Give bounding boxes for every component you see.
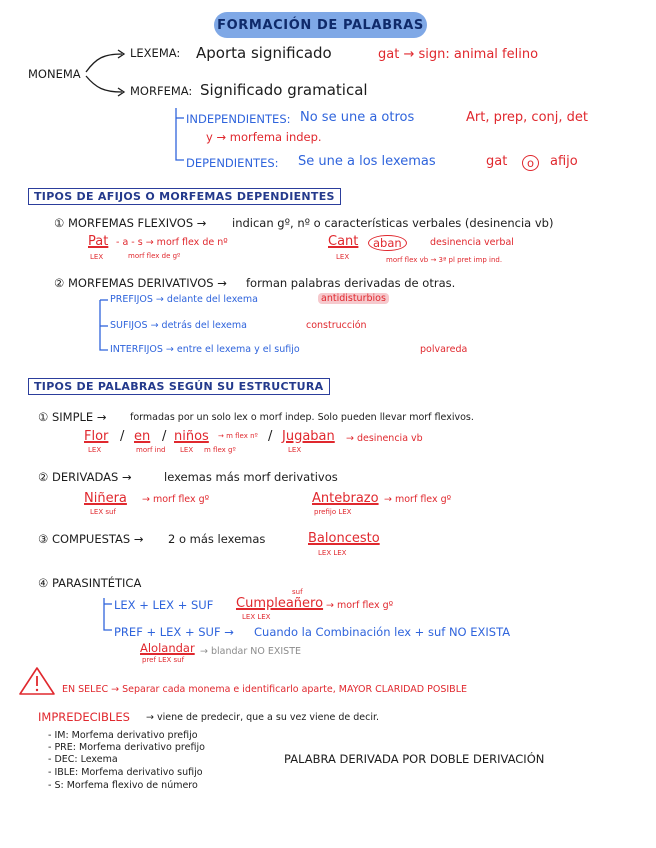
simple-ex-ninos-note: → m flex nº — [218, 432, 258, 440]
parasintetica-ex2-sub: pref LEX suf — [142, 656, 185, 664]
simple-ex-flor: Flor — [84, 429, 109, 444]
simple-ex-en: en — [134, 429, 151, 444]
dependientes-example-b: o — [522, 155, 539, 171]
impredecibles-line-3: - DEC: Lexema — [48, 754, 118, 765]
simple-ex-ninos: niños — [174, 429, 209, 444]
dependientes-example-c: afijo — [550, 154, 578, 169]
monema-label: MONEMA — [28, 67, 81, 81]
flexivos-ex2-circle: aban — [368, 235, 407, 251]
dependientes-desc: Se une a los lexemas — [298, 154, 436, 169]
page-title: FORMACIÓN DE PALABRAS — [214, 12, 427, 38]
simple-label: ① SIMPLE → — [38, 410, 107, 424]
sufijos-example: construcción — [306, 320, 367, 331]
simple-ex-ninos-lex: LEX — [180, 446, 194, 454]
slash-3: / — [268, 429, 273, 444]
prefijos-example: antidisturbios — [318, 293, 389, 304]
parasintetica-ex2: Alolandar — [140, 641, 195, 655]
independientes-label: INDEPENDIENTES: — [186, 112, 291, 126]
flexivos-ex2-lex: LEX — [336, 253, 350, 261]
parasintetica-ex1-note: → morf flex gº — [326, 600, 394, 611]
flexivos-desc: indican gº, nº o características verbales (desinencia vb) — [232, 216, 554, 230]
simple-ex-jugaban-lex: LEX — [288, 446, 302, 454]
flexivos-ex1-sub: morf flex de gº — [128, 252, 181, 260]
lexema-desc: Aporta significado — [196, 44, 332, 62]
derivadas-ex1-note: → morf flex gº — [142, 494, 210, 505]
impredecibles-desc: → viene de predecir, que a su vez viene de decir. — [146, 712, 380, 723]
parasintetica-line1: LEX + LEX + SUF — [114, 598, 214, 612]
interfijos-example: polvareda — [420, 344, 468, 355]
independientes-line2: y → morfema indep. — [206, 130, 322, 144]
lexema-example: gat → sign: animal felino — [378, 47, 539, 62]
morfema-label: MORFEMA: — [130, 84, 193, 98]
impredecibles-line-4: - IBLE: Morfema derivativo sufijo — [48, 767, 203, 778]
flexivos-ex1-rest: - a - s → morf flex de nº — [116, 237, 228, 248]
flexivos-ex2-rest: desinencia verbal — [430, 237, 514, 248]
prefijos-text: PREFIJOS → delante del lexema — [110, 294, 258, 305]
flexivos-ex2-sub: morf flex vb → 3ª pl pret imp ind. — [386, 256, 503, 264]
simple-ex-jugaban: Jugaban — [282, 429, 335, 444]
lexema-label: LEXEMA: — [130, 46, 181, 60]
impredecibles-line-1: - IM: Morfema derivativo prefijo — [48, 730, 198, 741]
derivadas-ex1-sub: LEX suf — [90, 508, 116, 516]
compuestas-ex-sub: LEX LEX — [318, 549, 347, 557]
simple-ex-flor-lex: LEX — [88, 446, 102, 454]
independientes-list: Art, prep, conj, det — [466, 110, 588, 125]
compuestas-label: ③ COMPUESTAS → — [38, 532, 144, 546]
warning-text: EN SELEC → Separar cada monema e identificarlo aparte, MAYOR CLARIDAD POSIBLE — [62, 684, 467, 695]
independientes-desc: No se une a otros — [300, 110, 415, 125]
simple-ex-en-morf: morf ind — [136, 446, 166, 454]
derivadas-ex2-sub: prefijo LEX — [314, 508, 352, 516]
dependientes-label: DEPENDIENTES: — [186, 156, 279, 170]
flexivos-ex2-word: Cant — [328, 234, 359, 249]
afijos-heading: TIPOS DE AFIJOS O MORFEMAS DEPENDIENTES — [28, 188, 341, 205]
impredecibles-note: PALABRA DERIVADA POR DOBLE DERIVACIÓN — [284, 752, 545, 766]
parasintetica-ex2-note: → blandar NO EXISTE — [200, 646, 302, 657]
derivativos-desc: forman palabras derivadas de otras. — [246, 276, 456, 290]
slash-2: / — [162, 429, 167, 444]
dependientes-example-a: gat — [486, 154, 508, 169]
derivadas-ex2: Antebrazo — [312, 491, 379, 506]
morfema-desc: Significado gramatical — [200, 81, 368, 99]
derivadas-desc: lexemas más morf derivativos — [164, 470, 338, 484]
palabras-heading: TIPOS DE PALABRAS SEGÚN SU ESTRUCTURA — [28, 378, 330, 395]
impredecibles-line-2: - PRE: Morfema derivativo prefijo — [48, 742, 205, 753]
flexivos-ex1-lex: LEX — [90, 253, 104, 261]
impredecibles-label: IMPREDECIBLES — [38, 710, 130, 724]
derivadas-label: ② DERIVADAS → — [38, 470, 132, 484]
interfijos-text: INTERFIJOS → entre el lexema y el sufijo — [110, 344, 300, 355]
compuestas-desc: 2 o más lexemas — [168, 532, 266, 546]
sufijos-text: SUFIJOS → detrás del lexema — [110, 320, 247, 331]
parasintetica-ex1-suf: suf — [292, 588, 303, 596]
derivativos-label: ② MORFEMAS DERIVATIVOS → — [54, 276, 227, 290]
compuestas-ex: Baloncesto — [308, 531, 380, 546]
simple-ex-ninos-sub: m flex gº — [204, 446, 236, 454]
simple-ex-jugaban-note: → desinencia vb — [346, 433, 423, 444]
parasintetica-ex1-sub: LEX LEX — [242, 613, 271, 621]
derivadas-ex2-note: → morf flex gº — [384, 494, 452, 505]
impredecibles-line-5: - S: Morfema flexivo de número — [48, 780, 198, 791]
parasintetica-ex1: Cumpleañero — [236, 596, 324, 611]
flexivos-label: ① MORFEMAS FLEXIVOS → — [54, 216, 207, 230]
simple-desc: formadas por un solo lex o morf indep. Solo pueden llevar morf flexivos. — [130, 412, 474, 423]
slash-1: / — [120, 429, 125, 444]
parasintetica-label: ④ PARASINTÉTICA — [38, 576, 142, 590]
parasintetica-line2: PREF + LEX + SUF → — [114, 625, 234, 639]
derivadas-ex1: Niñera — [84, 491, 127, 506]
flexivos-ex1-word: Pat — [88, 234, 109, 249]
parasintetica-line2-desc: Cuando la Combinación lex + suf NO EXISTA — [254, 625, 511, 639]
